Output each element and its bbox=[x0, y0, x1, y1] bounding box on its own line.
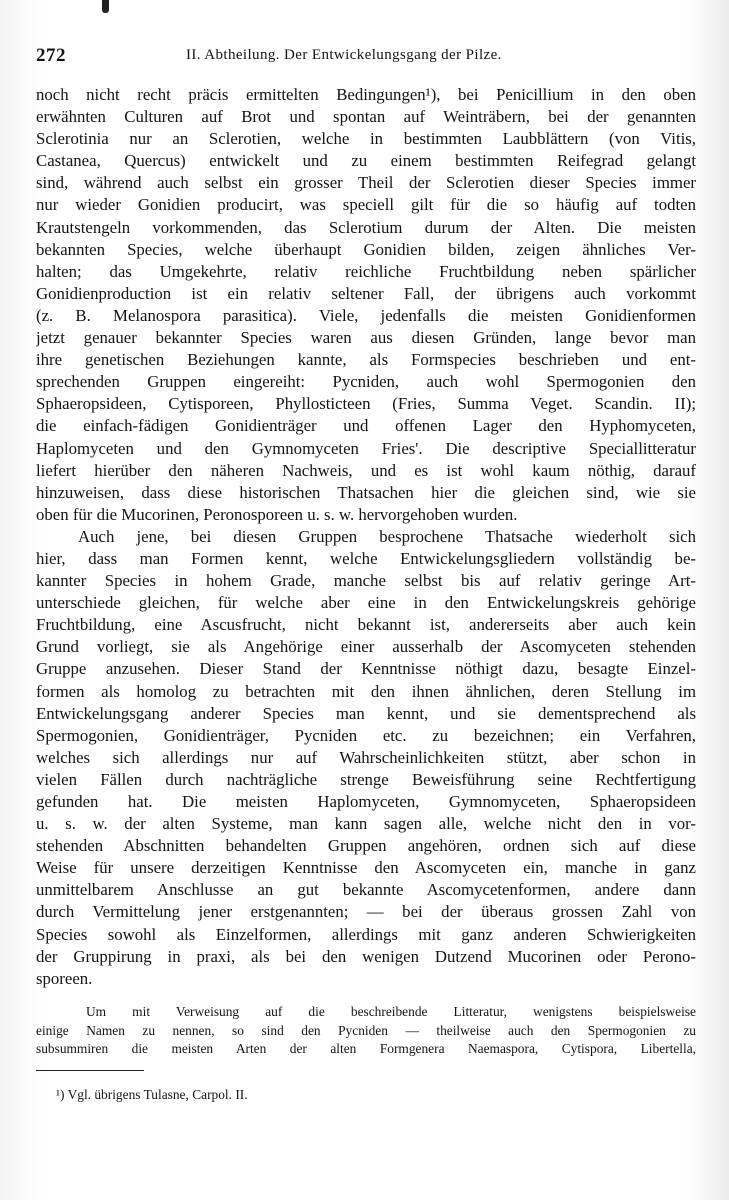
text-line: sind, während auch selbst ein grosser Theil der Sclerotien dieser Species immer bbox=[36, 173, 696, 193]
text-line: (z. B. Melanospora parasitica). Viele, jedenfalls die meisten Gonidienformen bbox=[36, 305, 696, 325]
text-line: liefert hierüber den näheren Nachweis, und es ist wohl kaum nöthig, darauf bbox=[36, 460, 696, 480]
text-line: Fruchtbildung, eine Ascusfrucht, nicht bekannt ist, andererseits aber auch kein bbox=[36, 615, 696, 635]
text-line: welches sich allerdings nur auf Wahrscheinlichkeiten stützt, aber schon in bbox=[36, 747, 696, 767]
text-line: hier, dass man Formen kennt, welche Entwickelungsgliedern vollständig be- bbox=[36, 548, 696, 568]
text-line: Sphaeropsideen, Cytisporeen, Phyllosticteen (Fries, Summa Veget. Scandin. II); bbox=[36, 394, 696, 414]
text-line: Auch jene, bei diesen Gruppen besprochene Thatsache wiederholt sich bbox=[78, 526, 696, 546]
running-head: II. Abtheilung. Der Entwickelungsgang der Pilze. bbox=[186, 47, 502, 63]
text-line: erwähnten Culturen auf Brot und spontan auf Weinträbern, bei der genannten bbox=[36, 107, 696, 127]
text-line: Spermogonien, Gonidienträger, Pycniden etc. zu bezeichnen; ein Verfahren, bbox=[36, 725, 696, 745]
text-line: Gonidienproduction ist ein relativ seltener Fall, der übrigens auch vorkommt bbox=[36, 283, 696, 303]
text-line: u. s. w. der alten Systeme, man kann sagen alle, welche nicht den in vor- bbox=[36, 814, 696, 834]
text-line: sporeen. bbox=[36, 968, 93, 988]
text-line: Entwickelungsgang anderer Species man kennt, und sie dementsprechend als bbox=[36, 703, 696, 723]
text-line: unmittelbarem Anschlusse an gut bekannte Ascomycetenformen, andere dann bbox=[36, 880, 696, 900]
text-line: Weise für unsere derzeitigen Kenntnisse den Ascomyceten ein, manche in ganz bbox=[36, 858, 696, 878]
note-paragraph bbox=[36, 1003, 696, 1059]
text-line: formen als homolog zu betrachten mit den ihnen ähnlichen, deren Stellung im bbox=[36, 681, 696, 701]
text-line: kannter Species in hohem Grade, manche selbst bis auf relativ geringe Art- bbox=[36, 571, 696, 591]
page-header bbox=[36, 45, 696, 69]
text-line: die einfach-fädigen Gonidienträger und offenen Lager den Hyphomyceten, bbox=[36, 416, 696, 436]
note-line: subsummiren die meisten Arten der alten Formgenera Naemaspora, Cytispora, Libertella, bbox=[36, 1041, 696, 1056]
text-line: Castanea, Quercus) entwickelt und zu einem bestimmten Reifegrad gelangt bbox=[36, 151, 696, 171]
text-line: durch Vermittelung jener erstgenannten; — bei der überaus grossen Zahl von bbox=[36, 902, 696, 922]
footnote-rule bbox=[36, 1070, 144, 1071]
text-line: sprechenden Gruppen eingereiht: Pycniden, auch wohl Spermogonien den bbox=[36, 372, 696, 392]
footnote: ¹) Vgl. übrigens Tulasne, Carpol. II. bbox=[56, 1087, 248, 1102]
text-line: Sclerotinia nur an Sclerotien, welche in bestimmten Laubblättern (von Vitis, bbox=[36, 129, 696, 149]
text-line: Grund vorliegt, sie als Angehörige einer ausserhalb der Ascomyceten stehenden bbox=[36, 637, 696, 657]
text-line: Species sowohl als Einzelformen, allerdings mit ganz anderen Schwierigkeiten bbox=[36, 924, 696, 944]
text-line: bekannten Species, welche überhaupt Gonidien bilden, zeigen ähnliches Ver- bbox=[36, 239, 696, 259]
text-line: vielen Fällen durch nachträgliche strenge Beweisführung seine Rechtfertigung bbox=[36, 769, 696, 789]
text-line: Gruppe anzusehen. Dieser Stand der Kenntnisse nöthigt dazu, besagte Einzel- bbox=[36, 659, 696, 679]
ink-mark bbox=[102, 0, 109, 13]
text-line: stehenden Abschnitten behandelten Gruppen angehören, ordnen sich auf diese bbox=[36, 836, 696, 856]
text-line: halten; das Umgekehrte, relativ reichliche Fruchtbildung neben spärlicher bbox=[36, 261, 696, 281]
text-line: unterschiede gleichen, für welche aber eine in den Entwickelungskreis gehörige bbox=[36, 593, 696, 613]
text-line: ihre genetischen Beziehungen kannte, als Formspecies beschrieben und ent- bbox=[36, 350, 696, 370]
page-number: 272 bbox=[36, 45, 66, 66]
text-line: Haplomyceten und den Gymnomyceten Fries'. Die descriptive Speciallitteratur bbox=[36, 438, 696, 458]
text-line: jetzt genauer bekannter Species waren aus diesen Gründen, lange bevor man bbox=[36, 328, 696, 348]
text-line: gefunden hat. Die meisten Haplomyceten, Gymnomyceten, Sphaeropsideen bbox=[36, 792, 696, 811]
text-line: der Gruppirung in praxi, als bei den wenigen Dutzend Mucorinen oder Perono- bbox=[36, 946, 696, 966]
text-line: oben für die Mucorinen, Peronosporeen u. s. w. hervorgehoben wurden. bbox=[36, 504, 518, 524]
text-line: noch nicht recht präcis ermittelten Bedingungen¹), bei Penicillium in den oben bbox=[36, 85, 696, 104]
body-text bbox=[36, 84, 696, 990]
text-line: hinzuweisen, dass diese historischen Thatsachen hier die gleichen sind, wie sie bbox=[36, 482, 696, 502]
note-line: einige Namen zu nennen, so sind den Pycniden — theilweise auch den Spermogonien zu bbox=[36, 1022, 696, 1038]
text-line: nur wieder Gonidien producirt, was speciell gilt für die so häufig auf todten bbox=[36, 195, 696, 215]
text-line: Krautstengeln vorkommenden, das Sclerotium durum der Alten. Die meisten bbox=[36, 217, 696, 237]
note-line: Um mit Verweisung auf die beschreibende Litteratur, wenigstens beispielsweise bbox=[86, 1004, 696, 1019]
